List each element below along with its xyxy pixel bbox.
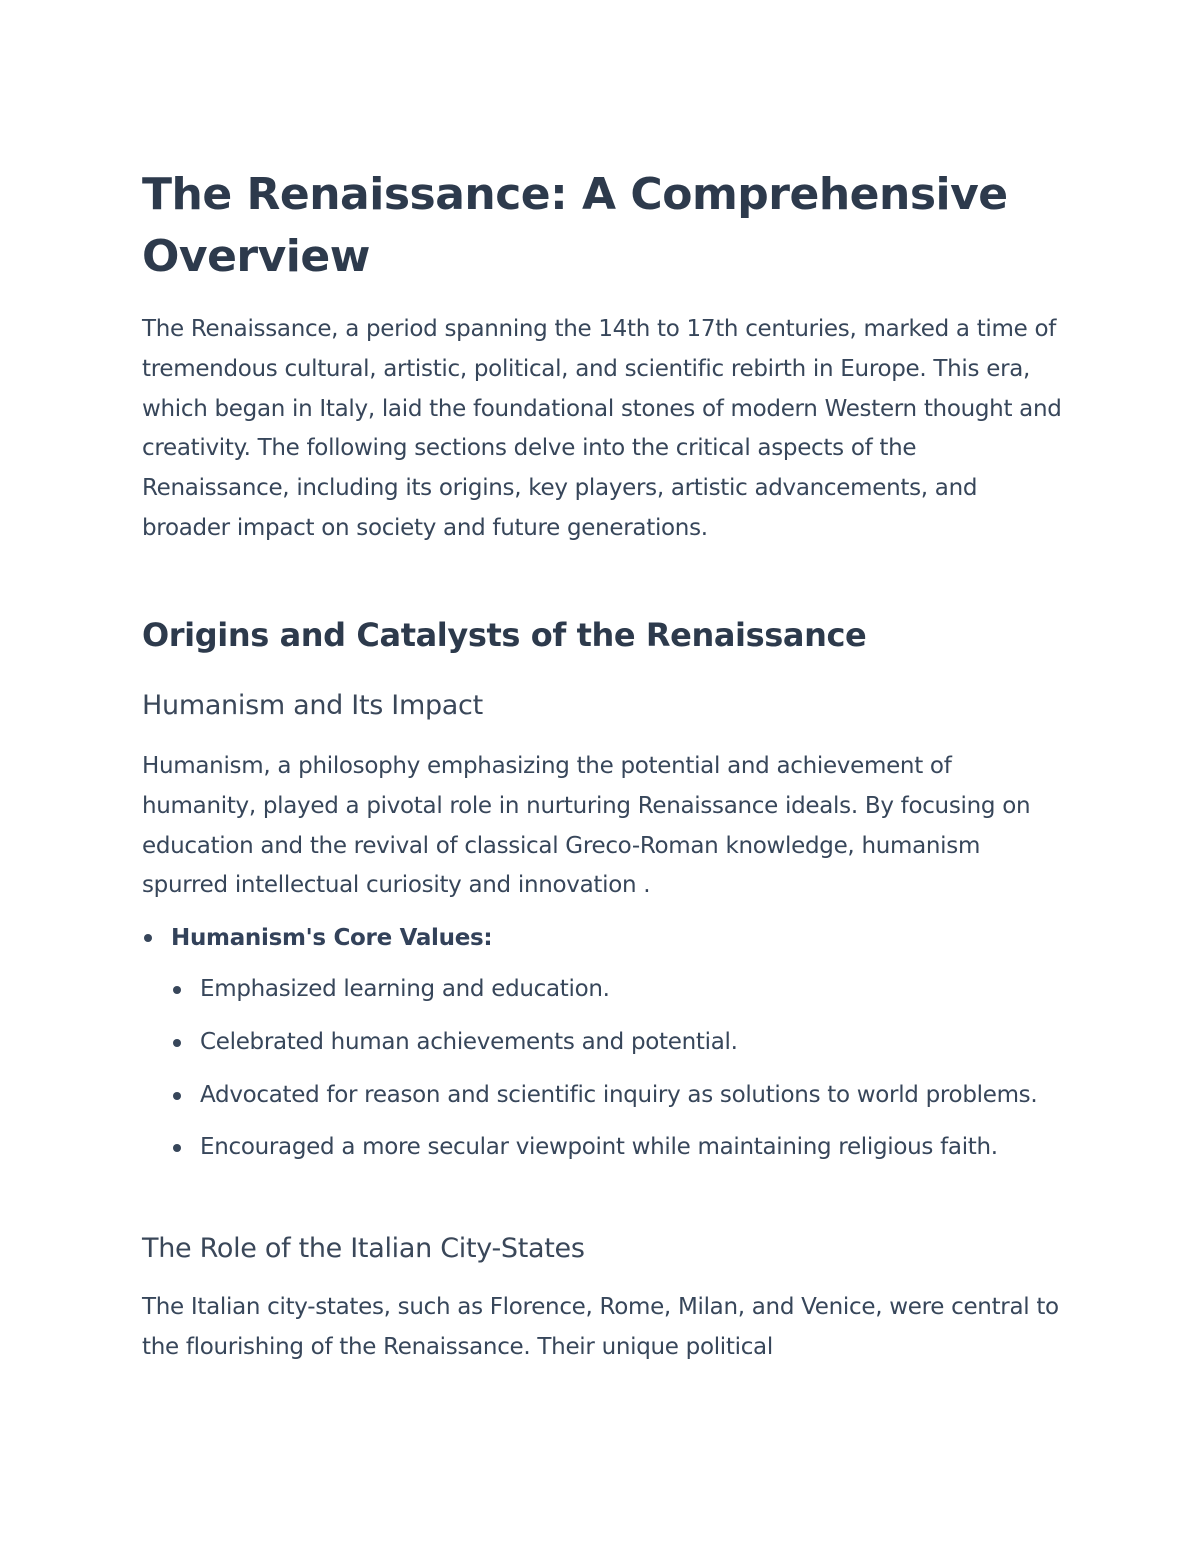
section-heading-origins: Origins and Catalysts of the Renaissance [142, 616, 867, 654]
list-item-text: Celebrated human achievements and potential. [200, 1028, 738, 1055]
list-item [171, 1128, 1040, 1168]
core-values-label: Humanism's Core Values: [171, 925, 493, 951]
list-item [171, 970, 1040, 1010]
city-states-paragraph: The Italian city-states, such as Florence, Rome, Milan, and Venice, were central to the flourishing of the Renaissance. Their unique political [142, 1294, 1059, 1360]
list-item [171, 1023, 1040, 1063]
document-title: The Renaissance: A Comprehensive Overview [142, 169, 1008, 282]
list-item [171, 1076, 1040, 1116]
subsection-heading-city-states: The Role of the Italian City-States [142, 1233, 585, 1264]
bullet-icon [173, 1039, 181, 1047]
bullet-icon [173, 986, 181, 994]
subsection-heading-humanism: Humanism and Its Impact [142, 690, 483, 721]
humanism-paragraph: Humanism, a philosophy emphasizing the potential and achievement of humanity, played a pivotal role in nurturing Renaissance ideals. By focusing on education and the revival of classical Greco-Roman knowledge, humanism spurred intellectual curiosity and innovation . [142, 753, 1031, 899]
core-values-list [142, 918, 1062, 1181]
core-values-sublist [171, 970, 1062, 1168]
list-item-text: Encouraged a more secular viewpoint while maintaining religious faith. [200, 1134, 998, 1161]
bullet-icon [173, 1144, 181, 1152]
bullet-icon [173, 1092, 181, 1100]
list-item-core-values [142, 918, 1062, 1168]
list-item-text: Emphasized learning and education. [200, 976, 610, 1002]
bullet-icon [144, 934, 152, 942]
intro-paragraph: The Renaissance, a period spanning the 14th to 17th centuries, marked a time of tremendous cultural, artistic, political, and scientific rebirth in Europe. This era, which began in Italy, laid the foundational stones of modern Western thought and creativity. The following sections delve into the critical aspects of the Renaissance, including its origins, key players, artistic advancements, and broader impact on society and future generations. [142, 316, 1062, 541]
list-item-text: Advocated for reason and scientific inquiry as solutions to world problems. [200, 1081, 1038, 1108]
